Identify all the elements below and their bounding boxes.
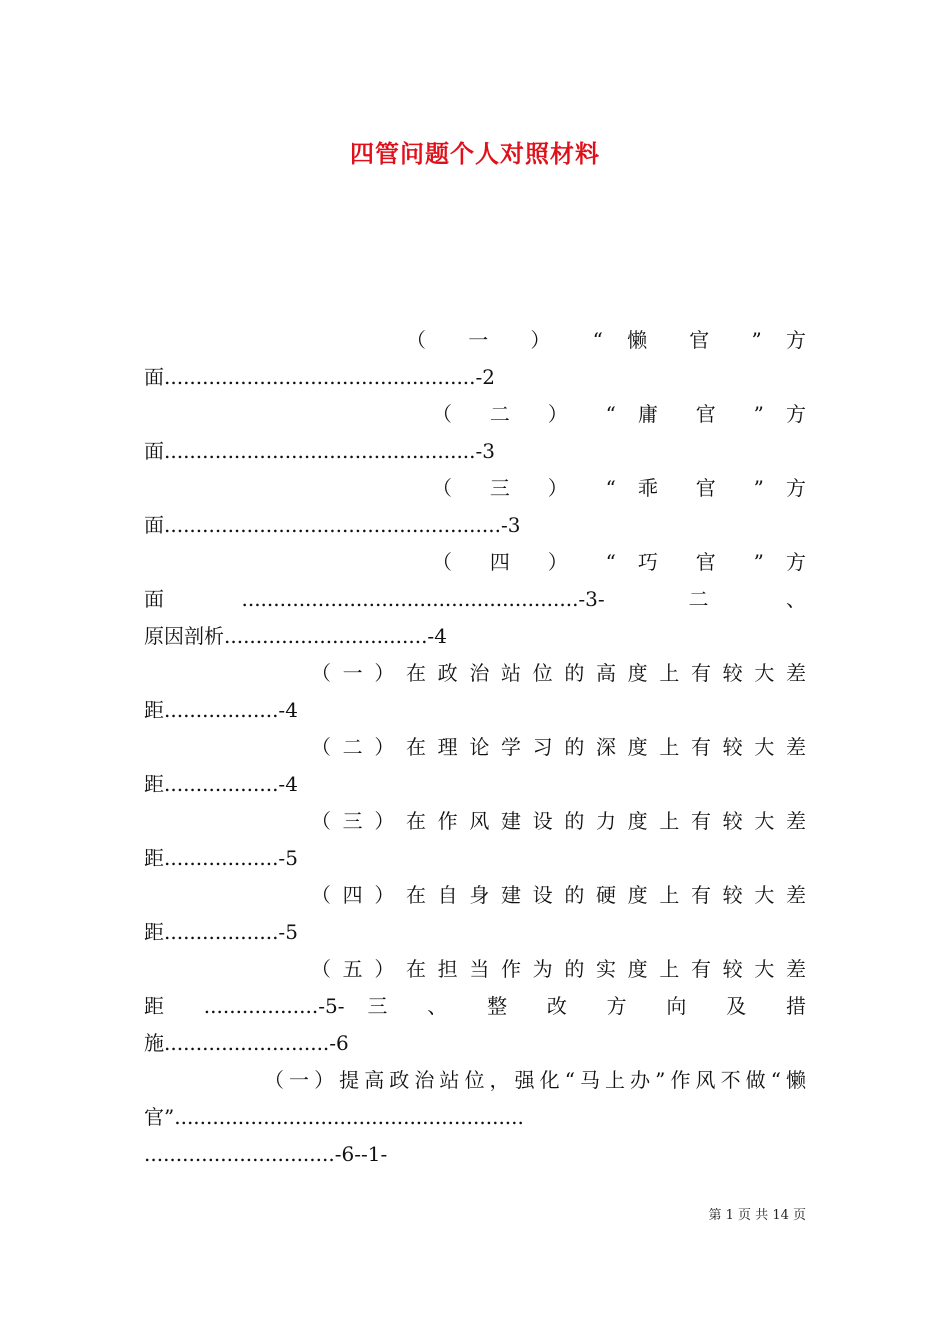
toc-line: 面.................................................-2 bbox=[144, 365, 495, 389]
toc-line: （ 二 ） “ 庸 官 ” 方 bbox=[432, 402, 806, 426]
toc-line: （ 一 ） “ 懒 官 ” 方 bbox=[406, 328, 806, 352]
toc-line: （ 一 ） 在 政 治 站 位 的 高 度 上 有 较 大 差 bbox=[311, 661, 806, 685]
toc-line: ..............................-6--1- bbox=[144, 1142, 388, 1166]
toc-line: 面.....................................................-3 bbox=[144, 513, 521, 537]
toc-line: （ 三 ） “ 乖 官 ” 方 bbox=[432, 476, 806, 500]
toc-line: 距..................-4 bbox=[144, 698, 298, 722]
toc-line: 距..................-5 bbox=[144, 846, 298, 870]
toc-line: （ 三 ） 在 作 风 建 设 的 力 度 上 有 较 大 差 bbox=[311, 809, 806, 833]
toc-line: （ 四 ） 在 自 身 建 设 的 硬 度 上 有 较 大 差 bbox=[311, 883, 806, 907]
toc-line: （ 五 ） 在 担 当 作 为 的 实 度 上 有 较 大 差 bbox=[311, 957, 806, 981]
toc-line: 面.................................................-3 bbox=[144, 439, 495, 463]
toc-line: 原因剖析................................-4 bbox=[144, 624, 447, 648]
toc-line: 距..................-5 bbox=[144, 920, 298, 944]
toc-line: 施..........................-6 bbox=[144, 1031, 349, 1055]
toc-line: （一）提高政治站位，强化“马上办”作风不做“懒 bbox=[264, 1068, 806, 1092]
toc-line: 面.....................................................-3- 二、 bbox=[144, 587, 806, 611]
toc-line: 距..................-4 bbox=[144, 772, 298, 796]
toc-line: 距 ..................-5- 三 、 整 改 方 向 及 措 bbox=[144, 994, 806, 1018]
toc-line: 官”....................................................... bbox=[144, 1105, 524, 1129]
page-footer: 第 1 页 共 14 页 bbox=[708, 1208, 806, 1223]
table-of-contents bbox=[144, 322, 806, 1173]
document-title: 四管问题个人对照材料 bbox=[350, 139, 600, 168]
toc-line: （ 二 ） 在 理 论 学 习 的 深 度 上 有 较 大 差 bbox=[311, 735, 806, 759]
toc-line: （ 四 ） “ 巧 官 ” 方 bbox=[432, 550, 806, 574]
